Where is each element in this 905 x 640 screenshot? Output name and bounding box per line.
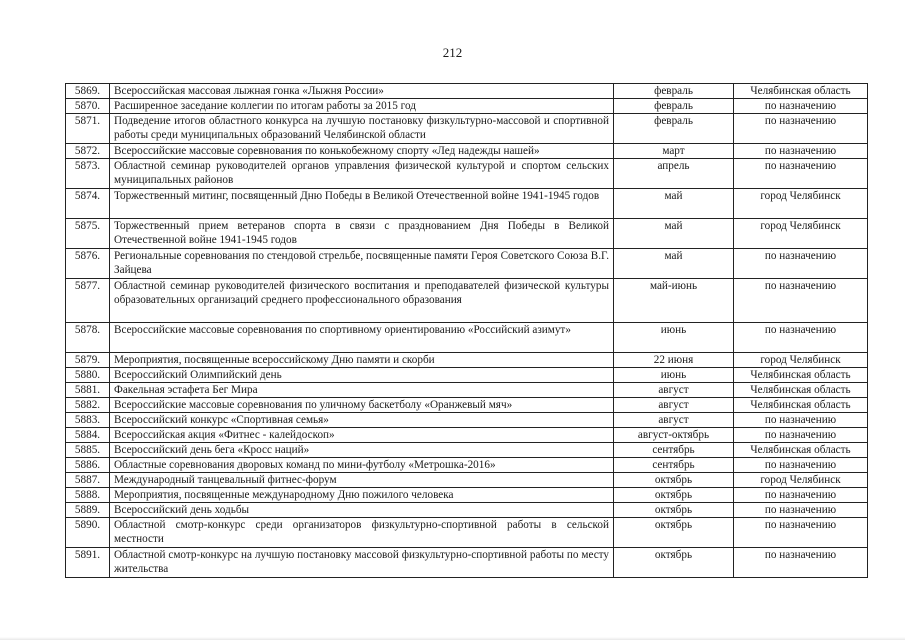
event-date: август	[614, 413, 734, 428]
event-title: Всероссийские массовые соревнования по конькобежному спорту «Лед надежды нашей»	[110, 144, 614, 159]
event-place: по назначению	[734, 518, 868, 548]
event-date: февраль	[614, 84, 734, 99]
row-number: 5871.	[66, 114, 110, 144]
event-place: по назначению	[734, 458, 868, 473]
event-date: июнь	[614, 323, 734, 353]
event-date: октябрь	[614, 488, 734, 503]
event-date: май	[614, 219, 734, 249]
row-number: 5878.	[66, 323, 110, 353]
row-number: 5873.	[66, 159, 110, 189]
event-place: Челябинская область	[734, 398, 868, 413]
event-place: по назначению	[734, 428, 868, 443]
event-date: октябрь	[614, 548, 734, 578]
event-date: сентябрь	[614, 443, 734, 458]
row-number: 5872.	[66, 144, 110, 159]
table-row	[66, 114, 868, 144]
table-row	[66, 84, 868, 99]
row-number: 5879.	[66, 353, 110, 368]
table-row	[66, 368, 868, 383]
row-number: 5869.	[66, 84, 110, 99]
event-place: по назначению	[734, 114, 868, 144]
table-row	[66, 443, 868, 458]
event-date: август	[614, 398, 734, 413]
event-date: февраль	[614, 99, 734, 114]
row-number: 5883.	[66, 413, 110, 428]
event-place: по назначению	[734, 159, 868, 189]
table-row	[66, 159, 868, 189]
row-number: 5881.	[66, 383, 110, 398]
event-title: Подведение итогов областного конкурса на лучшую постановку физкультурно-массовой и спортивной работы среди муниципальных образований Челябинской области	[110, 114, 614, 144]
event-date: май	[614, 249, 734, 279]
row-number: 5886.	[66, 458, 110, 473]
event-place: по назначению	[734, 323, 868, 353]
events-table-body	[66, 84, 868, 578]
row-number: 5870.	[66, 99, 110, 114]
event-date: октябрь	[614, 518, 734, 548]
event-title: Торжественный прием ветеранов спорта в связи с празднованием Дня Победы в Великой Отечественной войне 1941-1945 годов	[110, 219, 614, 249]
row-number: 5885.	[66, 443, 110, 458]
row-number: 5891.	[66, 548, 110, 578]
event-place: город Челябинск	[734, 473, 868, 488]
table-row	[66, 144, 868, 159]
table-row	[66, 353, 868, 368]
event-title: Всероссийский день бега «Кросс наций»	[110, 443, 614, 458]
table-row	[66, 249, 868, 279]
event-place: по назначению	[734, 279, 868, 323]
event-place: по назначению	[734, 99, 868, 114]
event-title: Областной смотр-конкурс среди организаторов физкультурно-спортивной работы в сельской местности	[110, 518, 614, 548]
event-title: Всероссийский день ходьбы	[110, 503, 614, 518]
event-date: май	[614, 189, 734, 219]
event-place: Челябинская область	[734, 368, 868, 383]
event-date: февраль	[614, 114, 734, 144]
event-title: Мероприятия, посвященные всероссийскому Дню памяти и скорби	[110, 353, 614, 368]
event-place: по назначению	[734, 488, 868, 503]
event-title: Всероссийский конкурс «Спортивная семья»	[110, 413, 614, 428]
event-date: сентябрь	[614, 458, 734, 473]
table-row	[66, 518, 868, 548]
event-title: Торжественный митинг, посвященный Дню Победы в Великой Отечественной войне 1941-1945 годов	[110, 189, 614, 219]
row-number: 5888.	[66, 488, 110, 503]
event-place: по назначению	[734, 503, 868, 518]
table-row	[66, 323, 868, 353]
event-title: Областной смотр-конкурс на лучшую постановку массовой физкультурно-спортивной работы по месту жительства	[110, 548, 614, 578]
event-place: по назначению	[734, 413, 868, 428]
event-date: октябрь	[614, 503, 734, 518]
table-row	[66, 413, 868, 428]
table-row	[66, 488, 868, 503]
event-title: Мероприятия, посвященные международному Дню пожилого человека	[110, 488, 614, 503]
table-row	[66, 458, 868, 473]
event-place: город Челябинск	[734, 219, 868, 249]
row-number: 5880.	[66, 368, 110, 383]
event-date: апрель	[614, 159, 734, 189]
page-number: 212	[442, 45, 463, 60]
event-place: Челябинская область	[734, 443, 868, 458]
event-title: Всероссийская массовая лыжная гонка «Лыжня России»	[110, 84, 614, 99]
event-date: октябрь	[614, 473, 734, 488]
event-date: август-октябрь	[614, 428, 734, 443]
row-number: 5876.	[66, 249, 110, 279]
row-number: 5874.	[66, 189, 110, 219]
table-row	[66, 383, 868, 398]
event-title: Международный танцевальный фитнес-форум	[110, 473, 614, 488]
event-title: Расширенное заседание коллегии по итогам работы за 2015 год	[110, 99, 614, 114]
table-row	[66, 548, 868, 578]
event-place: город Челябинск	[734, 189, 868, 219]
event-title: Факельная эстафета Бег Мира	[110, 383, 614, 398]
table-row	[66, 189, 868, 219]
event-title: Региональные соревнования по стендовой стрельбе, посвященные памяти Героя Советского Союза В.Г. Зайцева	[110, 249, 614, 279]
row-number: 5890.	[66, 518, 110, 548]
table-row	[66, 428, 868, 443]
event-title: Областной семинар руководителей физического воспитания и преподавателей физической культуры образовательных организаций среднего профессионального образования	[110, 279, 614, 323]
event-date: май-июнь	[614, 279, 734, 323]
event-place: Челябинская область	[734, 383, 868, 398]
row-number: 5877.	[66, 279, 110, 323]
event-title: Всероссийские массовые соревнования по спортивному ориентированию «Российский азимут»	[110, 323, 614, 353]
event-date: июнь	[614, 368, 734, 383]
event-title: Всероссийский Олимпийский день	[110, 368, 614, 383]
event-place: город Челябинск	[734, 353, 868, 368]
event-place: по назначению	[734, 548, 868, 578]
row-number: 5884.	[66, 428, 110, 443]
event-title: Всероссийская акция «Фитнес - калейдоскоп»	[110, 428, 614, 443]
row-number: 5889.	[66, 503, 110, 518]
table-row	[66, 398, 868, 413]
event-date: 22 июня	[614, 353, 734, 368]
event-place: по назначению	[734, 144, 868, 159]
table-row	[66, 99, 868, 114]
event-place: по назначению	[734, 249, 868, 279]
table-row	[66, 279, 868, 323]
events-table	[65, 83, 868, 578]
row-number: 5875.	[66, 219, 110, 249]
event-title: Областной семинар руководителей органов управления физической культурой и спортом сельских муниципальных районов	[110, 159, 614, 189]
event-date: март	[614, 144, 734, 159]
table-row	[66, 219, 868, 249]
table-row	[66, 503, 868, 518]
event-title: Всероссийские массовые соревнования по уличному баскетболу «Оранжевый мяч»	[110, 398, 614, 413]
row-number: 5887.	[66, 473, 110, 488]
event-title: Областные соревнования дворовых команд по мини-футболу «Метрошка-2016»	[110, 458, 614, 473]
event-place: Челябинская область	[734, 84, 868, 99]
row-number: 5882.	[66, 398, 110, 413]
event-date: август	[614, 383, 734, 398]
table-row	[66, 473, 868, 488]
